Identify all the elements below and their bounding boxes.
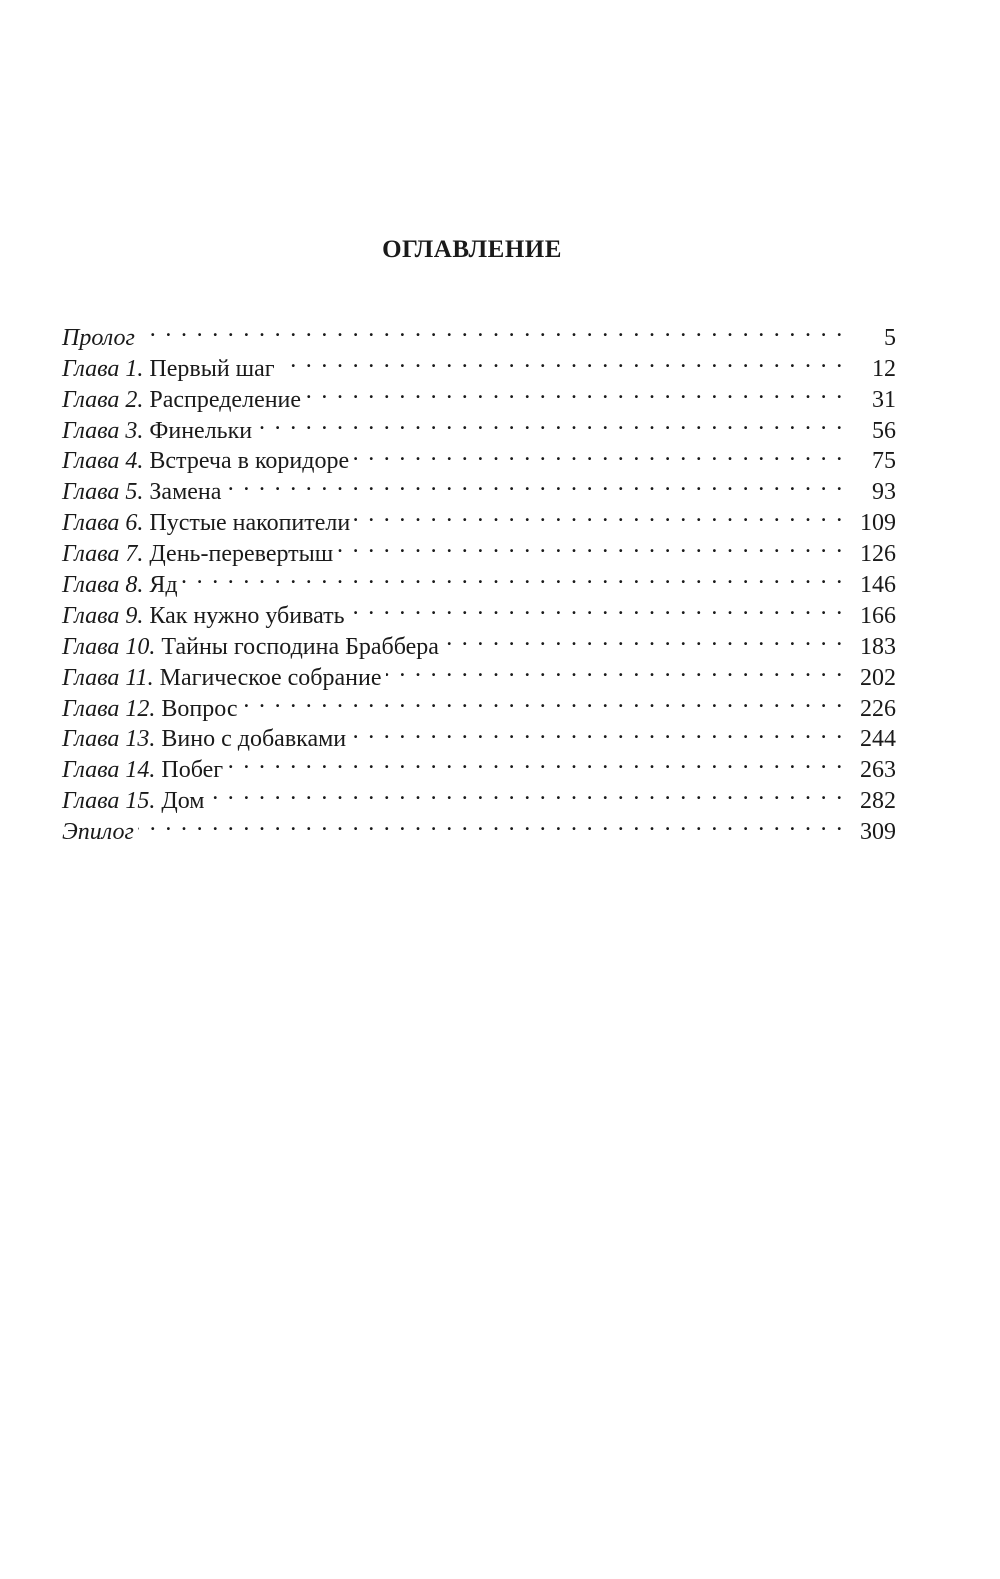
toc-entry-label (62, 570, 182, 601)
toc-entry-label (62, 354, 279, 385)
dot-leader (256, 407, 844, 438)
toc-entry-page: 12 (872, 355, 896, 382)
toc-entry-prefix: Глава 5. (62, 479, 144, 506)
dot-leader (139, 314, 844, 345)
toc-entry-prefix: Глава 13. (62, 726, 156, 753)
dot-leader (138, 808, 844, 839)
toc-entry-title: Яд (143, 572, 178, 599)
toc-entry-title: Как нужно убивать (143, 602, 345, 629)
toc-entry-prefix: Глава 3. (62, 417, 144, 444)
toc-entry-page: 309 (860, 819, 896, 846)
toc-entry-prefix: Эпилог (62, 819, 134, 846)
dot-leader (386, 654, 844, 685)
dot-leader (337, 530, 844, 561)
toc-entry-title: Распределение (143, 386, 302, 413)
toc-entry-page: 282 (860, 788, 896, 815)
toc-entry-prefix: Глава 10. (62, 633, 156, 660)
toc-entry-title: Финельки (143, 417, 253, 444)
dot-leader (305, 376, 844, 407)
dot-leader (350, 716, 844, 747)
toc-entry[interactable] (62, 808, 896, 846)
toc-entry-page: 31 (872, 386, 896, 413)
dot-leader (443, 623, 844, 654)
toc-entry-prefix: Глава 7. (62, 541, 144, 568)
toc-entry-label (62, 601, 349, 632)
toc-entry-label (62, 477, 225, 508)
toc-entry-page: 75 (872, 448, 896, 475)
toc-entry[interactable] (62, 314, 896, 351)
toc-entry-label (62, 416, 256, 447)
toc-entry-page: 126 (860, 541, 896, 568)
toc-entry-prefix: Глава 15. (62, 788, 156, 815)
toc-entry-prefix: Глава 9. (62, 602, 144, 629)
toc-entry-title: Тайны господина Браббера (155, 633, 439, 660)
toc-entry-prefix: Пролог (62, 324, 135, 351)
toc-entry-page: 5 (884, 324, 896, 351)
toc-entry-title: Дом (155, 788, 205, 815)
toc-entry-prefix: Глава 4. (62, 448, 144, 475)
toc-entry-title: Побег (155, 757, 224, 784)
toc-entry-prefix: Глава 1. (62, 355, 144, 382)
toc-heading: ОГЛАВЛЕНИЕ (382, 236, 562, 263)
toc-entry-page: 109 (860, 510, 896, 537)
toc-entry-page: 226 (860, 695, 896, 722)
dot-leader (349, 592, 844, 623)
toc-entry-prefix: Глава 11. (62, 664, 154, 691)
dot-leader (182, 561, 844, 592)
dot-leader (353, 438, 844, 469)
toc-entry-page: 202 (860, 664, 896, 691)
toc-entry-page: 244 (860, 726, 896, 753)
dot-leader (227, 746, 844, 777)
toc-entry-label (62, 694, 242, 725)
toc-list (62, 314, 896, 846)
toc-entry-label (62, 323, 139, 354)
toc-entry-title: Вопрос (155, 695, 238, 722)
dot-leader (225, 468, 844, 499)
toc-entry[interactable] (62, 561, 896, 599)
toc-entry-page: 166 (860, 602, 896, 629)
toc-entry-prefix: Глава 12. (62, 695, 156, 722)
toc-entry-page: 183 (860, 633, 896, 660)
toc-entry-title: Вино с добавками (155, 726, 347, 753)
toc-entry-page: 263 (860, 757, 896, 784)
toc-entry-prefix: Глава 14. (62, 757, 156, 784)
toc-entry-prefix: Глава 6. (62, 510, 144, 537)
toc-entry[interactable] (62, 345, 896, 382)
dot-leader (354, 499, 844, 530)
toc-entry-page: 93 (872, 479, 896, 506)
toc-entry-page: 146 (860, 572, 896, 599)
toc-entry-title: День-перевертыш (143, 541, 334, 568)
dot-leader (209, 777, 845, 808)
toc-entry-title: Встреча в коридоре (143, 448, 350, 475)
dot-leader (279, 345, 844, 376)
toc-entry-page: 56 (872, 417, 896, 444)
toc-entry-label (62, 508, 354, 539)
toc-entry-label (62, 817, 138, 848)
toc-entry-title: Магическое собрание (153, 664, 382, 691)
toc-entry-title: Замена (143, 479, 222, 506)
toc-entry-title: Первый шаг (143, 355, 275, 382)
toc-entry-title: Пустые накопители (143, 510, 351, 537)
dot-leader (242, 685, 845, 716)
toc-entry-prefix: Глава 2. (62, 386, 144, 413)
toc-entry[interactable] (62, 592, 896, 629)
toc-entry-label (62, 755, 227, 786)
toc-entry-prefix: Глава 8. (62, 572, 144, 599)
